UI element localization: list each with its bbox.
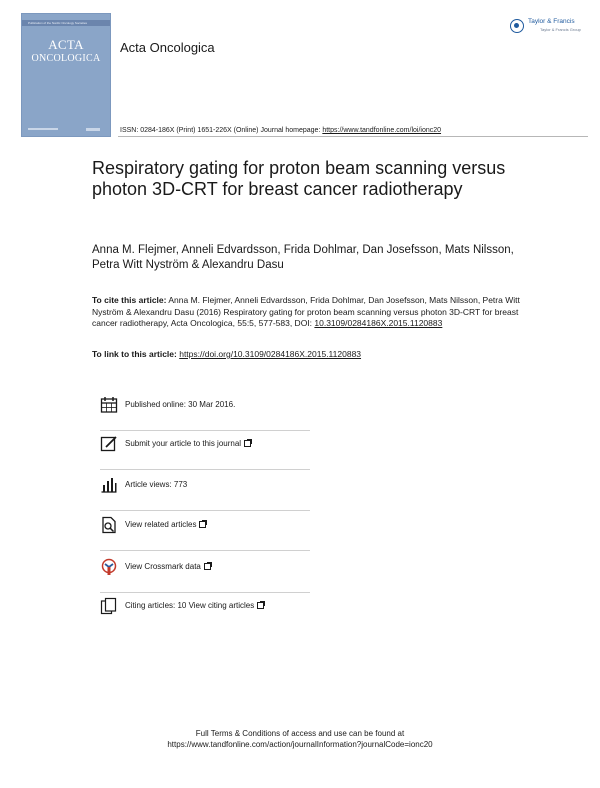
- citation-block: [92, 295, 522, 330]
- article-link-block: [92, 349, 522, 359]
- crossmark-link[interactable]: [125, 562, 211, 571]
- related-row[interactable]: [100, 516, 310, 551]
- citing-articles-icon: [100, 597, 118, 615]
- bar-chart-icon: [100, 476, 118, 494]
- header-divider: [118, 136, 588, 137]
- submit-row[interactable]: [100, 435, 310, 470]
- terms-url[interactable]: https://www.tandfonline.com/action/journalInformation?journalCode=ionc20: [167, 740, 433, 749]
- publisher-logo: [510, 17, 585, 39]
- cover-footer-logo: [86, 128, 100, 131]
- publisher-logo-subtext: Taylor & Francis Group: [540, 27, 581, 32]
- publisher-logo-icon: [510, 19, 524, 33]
- cover-title-line1: ACTA: [48, 37, 84, 52]
- journal-name: Acta Oncologica: [120, 40, 215, 55]
- terms-footer: [0, 728, 600, 750]
- cover-title-line2: ONCOLOGICA: [31, 53, 101, 64]
- submit-article-text[interactable]: Submit your article to this journal: [125, 439, 242, 448]
- calendar-icon: [100, 396, 118, 414]
- related-articles-link[interactable]: [125, 520, 206, 529]
- edit-icon: [100, 435, 118, 453]
- article-doi-link[interactable]: https://doi.org/10.3109/0284186X.2015.1120883: [179, 349, 362, 359]
- cover-band-text: Publication of the Nordic Oncology Societies: [28, 21, 88, 25]
- issn-text: ISSN: 0284-186X (Print) 1651-226X (Online) Journal homepage:: [120, 127, 323, 134]
- external-link-icon: [257, 602, 264, 609]
- cite-doi-link[interactable]: 10.3109/0284186X.2015.1120883: [314, 318, 443, 328]
- publisher-logo-text: Taylor & Francis: [528, 18, 575, 25]
- related-articles-text[interactable]: View related articles: [125, 520, 197, 529]
- journal-homepage-link[interactable]: https://www.tandfonline.com/loi/ionc20: [322, 127, 442, 134]
- external-link-icon: [199, 521, 206, 528]
- citing-articles-text[interactable]: Citing articles: 10 View citing articles: [125, 601, 255, 610]
- cite-text: Anna M. Flejmer, Anneli Edvardsson, Frida Dohlmar, Dan Josefsson, Mats Nilsson, Petra Witt Nyström & Alexandru Dasu (2016) Respiratory gating for proton beam scanning versus photon 3D-CRT for breast cancer radiotherapy, Acta Oncologica, 55:5, 577-583, DOI:: [92, 295, 520, 328]
- related-articles-icon: [100, 516, 118, 534]
- crossmark-text[interactable]: View Crossmark data: [125, 562, 201, 571]
- article-authors: Anna M. Flejmer, Anneli Edvardsson, Frida Dohlmar, Dan Josefsson, Mats Nilsson, Petra Witt Nyström & Alexandru Dasu: [92, 244, 514, 271]
- cite-label: To cite this article:: [92, 295, 167, 305]
- crossmark-row[interactable]: [100, 558, 310, 593]
- crossmark-icon: [100, 558, 118, 576]
- cover-title: [26, 39, 106, 65]
- cover-footer-mark: [28, 128, 58, 130]
- published-row: [100, 396, 310, 431]
- external-link-icon: [204, 563, 211, 570]
- external-link-icon: [244, 440, 251, 447]
- submit-article-link[interactable]: [125, 439, 251, 448]
- article-views: Article views: 773: [125, 480, 188, 489]
- terms-line: Full Terms & Conditions of access and use can be found at: [195, 729, 405, 738]
- citing-articles-link[interactable]: [125, 601, 264, 610]
- journal-cover-image: [21, 13, 111, 137]
- views-row: [100, 476, 310, 511]
- article-title: Respiratory gating for proton beam scanning versus photon 3D-CRT for breast cancer radiotherapy: [92, 158, 506, 199]
- published-date: Published online: 30 Mar 2016.: [125, 400, 236, 409]
- citing-row[interactable]: [100, 597, 310, 631]
- link-label: To link to this article:: [92, 349, 180, 359]
- issn-line: [120, 127, 441, 134]
